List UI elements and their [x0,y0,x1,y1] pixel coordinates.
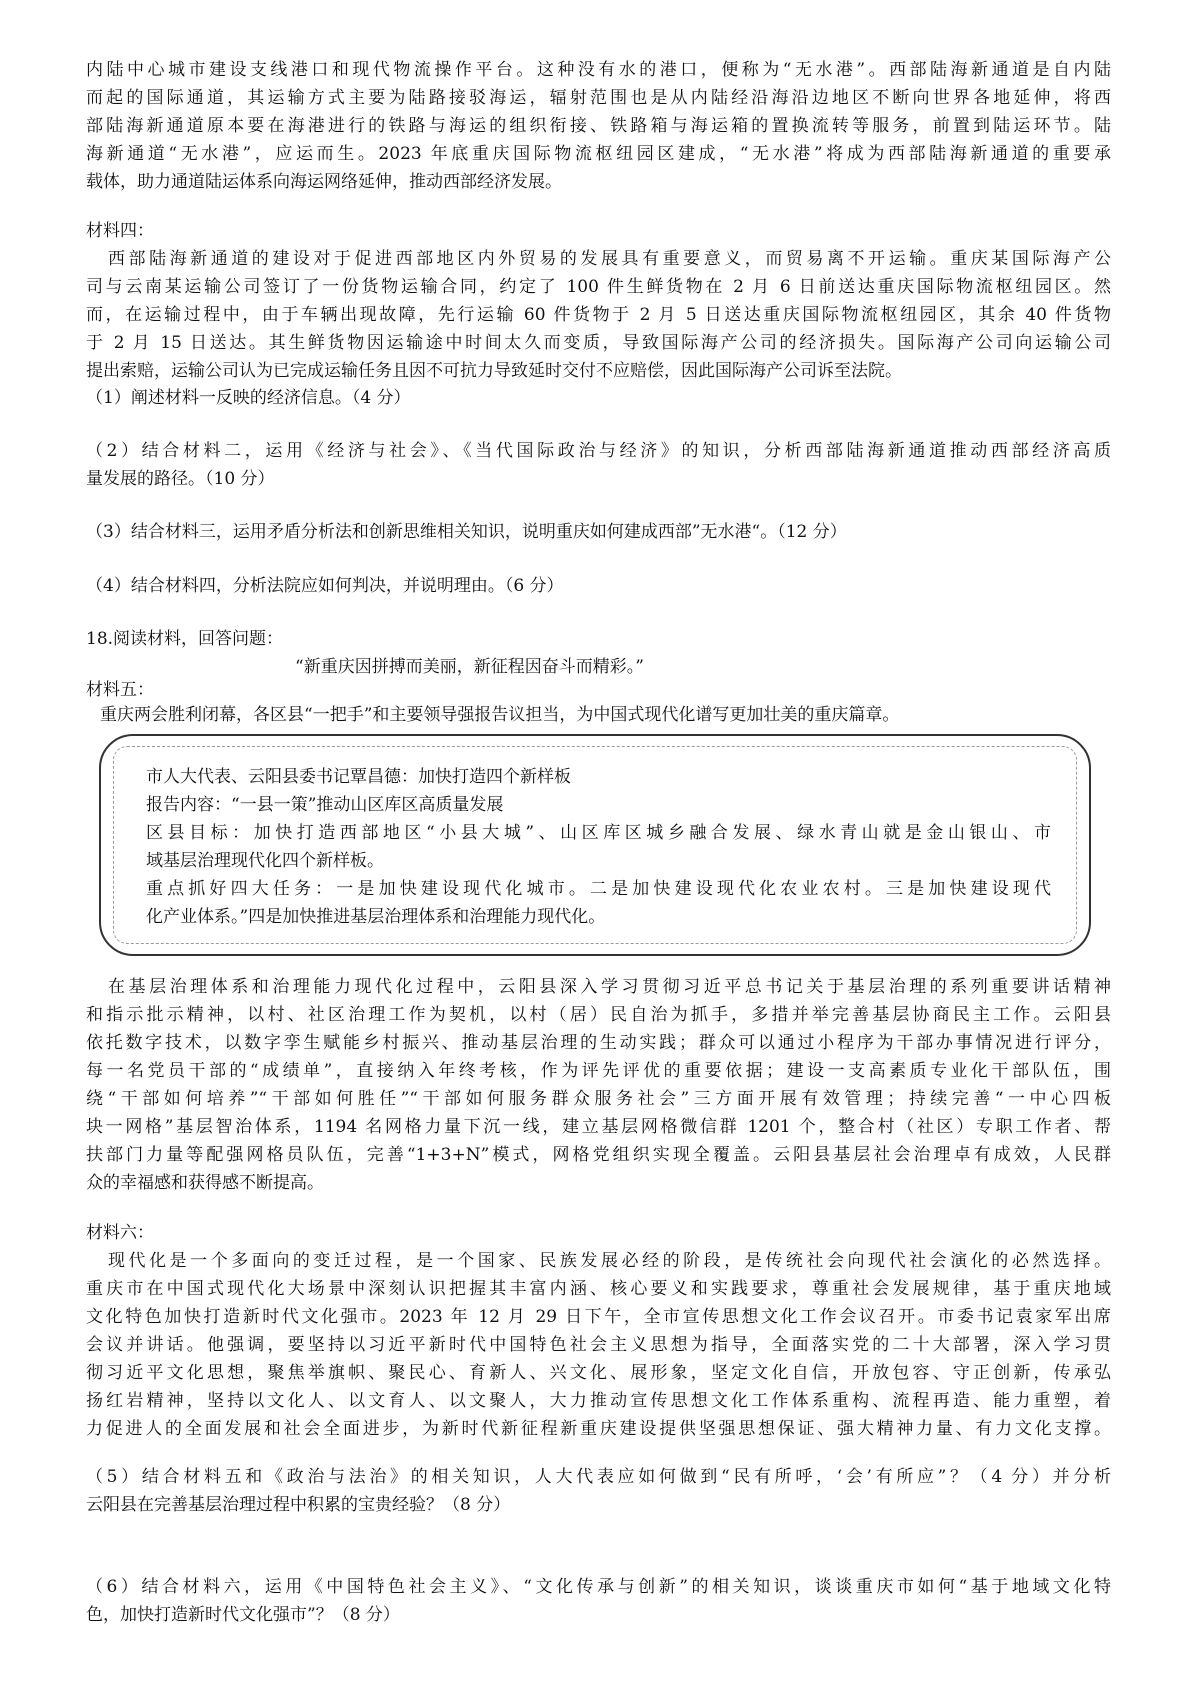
question-6-line: （6）结合材料六，运用《中国特色社会主义》、“文化传承与创新”的相关知识，谈谈重庆市如何“基于地域文化特 [86,1577,1111,1597]
paragraph-line: 部陆海新通道原本要在海港进行的铁路与海运的组织衔接、铁路箱与海运箱的置换流转等服务，前置到陆运环节。陆 [86,116,1111,136]
governance-paragraph-line: 和指示批示精神，以村、社区治理工作为契机，以村（居）民自治为抓手，多措并举完善基层协商民主工作。云阳县 [86,1005,1111,1025]
governance-paragraph-line: 每一名党员干部的“成绩单”，直接纳入年终考核，作为评先评优的重要依据；建设一支高素质专业化干部队伍，围 [86,1061,1111,1081]
material-6-line: 会议并讲话。他强调，要坚持以习近平新时代中国特色社会主义思想为指导，全面落实党的二十大部署，深入学习贯 [86,1335,1111,1355]
material-6-line: 现代化是一个多面向的变迁过程，是一个国家、民族发展必经的阶段，是传统社会向现代社会演化的必然选择。 [108,1251,1111,1271]
question-5-line: 云阳县在完善基层治理过程中积累的宝贵经验？（8 分） [86,1495,511,1515]
material-6-line: 重庆市在中国式现代化大场景中深刻认识把握其丰富内涵、核心要义和实践要求，尊重社会发展规律，基于重庆地域 [86,1279,1111,1299]
question-3: （3）结合材料三，运用矛盾分析法和创新思维相关知识，说明重庆如何建成西部”无水港“。（12 分） [86,522,847,542]
material-6-line: 文化特色加快打造新时代文化强市。2023 年 12 月 29 日下午，全市宣传思想文化工作会议召开。市委书记袁家军出席 [86,1307,1111,1327]
material-5-intro: 重庆两会胜利闭幕，各区县“一把手”和主要领导强报告议担当，为中国式现代化谱写更加壮美的重庆篇章。 [100,705,900,725]
material-6-heading: 材料六： [86,1223,154,1243]
material-6-line: 力促进人的全面发展和社会全面进步，为新时代新征程新重庆建设提供坚强思想保证、强大精神力量、有力文化支撑。 [86,1419,1111,1439]
paragraph-line: 内陆中心城市建设支线港口和现代物流操作平台。这种没有水的港口，便称为“无水港”。西部陆海新通道是自内陆 [86,60,1111,80]
governance-paragraph-line: 扶部门力量等配强网格员队伍，完善“1+3+N”模式，网格党组织实现全覆盖。云阳县基层社会治理卓有成效，人民群 [86,1145,1111,1165]
material-4-line: 司与云南某运输公司签订了一份货物运输合同，约定了 100 件生鲜货物在 2 月 6 日前送达重庆国际物流枢纽园区。然 [86,277,1111,297]
paragraph-line: 载体，助力通道陆运体系向海运网络延伸，推动西部经济发展。 [86,172,562,192]
governance-paragraph-line: 在基层治理体系和治理能力现代化过程中，云阳县深入学习贯彻习近平总书记关于基层治理的系列重要讲话精神 [108,977,1111,997]
report-box-line: 市人大代表、云阳县委书记覃昌德：加快打造四个新样板 [146,767,571,787]
governance-paragraph-line: 众的幸福感和获得感不断提高。 [86,1173,324,1193]
material-6-line: 扬红岩精神，坚持以文化人、以文育人、以文聚人，大力推动宣传思想文化工作体系重构、流程再造、能力重塑，着 [86,1391,1111,1411]
paragraph-line: 而起的国际通道，其运输方式主要为陆路接驳海运，辐射范围也是从内陆经沿海沿边地区不断向世界各地延伸，将西 [86,88,1111,108]
paragraph-line: 海新通道“无水港”，应运而生。2023 年底重庆国际物流枢纽园区建成，“无水港”将成为西部陆海新通道的重要承 [86,144,1111,164]
material-4-line: 西部陆海新通道的建设对于促进西部地区内外贸易的发展具有重要意义，而贸易离不开运输。重庆某国际海产公 [108,249,1111,269]
material-6-line: 彻习近平文化思想，聚焦举旗帜、聚民心、育新人、兴文化、展形象，坚定文化自信，开放包容、守正创新，传承弘 [86,1363,1111,1383]
section-18-quote: “新重庆因拼搏而美丽，新征程因奋斗而精彩。” [295,657,644,677]
report-box-line: 报告内容：“一县一策”推动山区库区高质量发展 [146,795,504,815]
section-18-title: 18.阅读材料，回答问题： [86,629,284,649]
question-2-line: 量发展的路径。（10 分） [86,469,275,489]
governance-paragraph-line: 绕“干部如何培养”“干部如何胜任”“干部如何服务群众服务社会”三方面开展有效管理；持续完善“一中心四板 [86,1089,1111,1109]
question-6-line: 色，加快打造新时代文化强市”？（8 分） [86,1605,400,1625]
material-4-line: 提出索赔，运输公司认为已完成运输任务且因不可抗力导致延时交付不应赔偿，因此国际海产公司诉至法院。 [86,361,902,381]
material-4-heading: 材料四： [86,221,154,241]
question-5-line: （5）结合材料五和《政治与法治》的相关知识，人大代表应如何做到“民有所呼，‘会’有所应”？（4 分）并分析 [86,1467,1111,1487]
governance-paragraph-line: 依托数字技术，以数字孪生赋能乡村振兴、推动基层治理的生动实践；群众可以通过小程序为干部办事情况进行评分， [86,1033,1111,1053]
question-2-line: （2）结合材料二，运用《经济与社会》、《当代国际政治与经济》的知识，分析西部陆海新通道推动西部经济高质 [86,441,1111,461]
material-4-line: 于 2 月 15 日送达。其生鲜货物因运输途中时间太久而变质，导致国际海产公司的经济损失。国际海产公司向运输公司 [86,333,1111,353]
question-1: （1）阐述材料一反映的经济信息。（4 分） [86,388,411,408]
report-box-line: 化产业体系。”四是加快推进基层治理体系和治理能力现代化。 [146,907,606,927]
question-4: （4）结合材料四，分析法院应如何判决，并说明理由。（6 分） [86,576,564,596]
governance-paragraph-line: 块一网格”基层智治体系，1194 名网格力量下沉一线，建立基层网格微信群 1201 个，整合村（社区）专职工作者、帮 [86,1117,1111,1137]
report-box-line: 域基层治理现代化四个新样板。 [146,851,384,871]
material-5-heading: 材料五： [86,680,154,700]
material-4-line: 而，在运输过程中，由于车辆出现故障，先行运输 60 件货物于 2 月 5 日送达重庆国际物流枢纽园区，其余 40 件货物 [86,305,1111,325]
report-box-line: 区县目标：加快打造西部地区“小县大城”、山区库区城乡融合发展、绿水青山就是金山银山、市 [146,823,1051,843]
report-box-line: 重点抓好四大任务：一是加快建设现代化城市。二是加快建设现代化农业农村。三是加快建设现代 [146,879,1051,899]
